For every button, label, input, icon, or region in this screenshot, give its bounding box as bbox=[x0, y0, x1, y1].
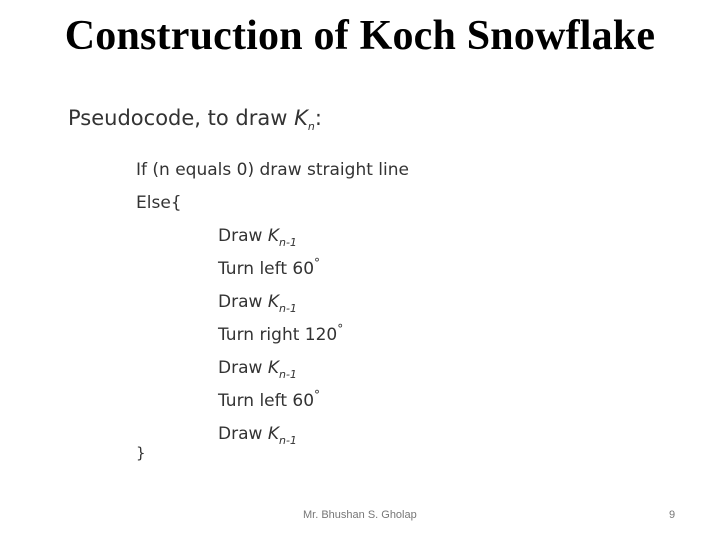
step-text: Turn left 60 bbox=[218, 391, 315, 411]
step-var: K bbox=[267, 226, 279, 246]
step-line bbox=[218, 256, 321, 279]
pseudocode-heading-text: Pseudocode, to draw bbox=[68, 106, 295, 130]
step-line bbox=[218, 292, 297, 315]
step-line bbox=[218, 226, 297, 249]
step-sub: n-1 bbox=[278, 434, 297, 447]
step-var: K bbox=[267, 358, 279, 378]
step-line bbox=[218, 358, 297, 381]
step-text: Draw bbox=[218, 292, 268, 312]
pseudocode-heading-sub: n bbox=[307, 120, 315, 133]
step-sub: n-1 bbox=[278, 302, 297, 315]
step-sub: n-1 bbox=[278, 236, 297, 249]
slide-title: Construction of Koch Snowflake bbox=[64, 13, 656, 59]
step-line bbox=[218, 424, 297, 447]
close-brace: } bbox=[136, 444, 146, 462]
degree-symbol: ° bbox=[314, 256, 321, 270]
footer-author: Mr. Bhushan S. Gholap bbox=[303, 509, 417, 521]
step-text: Turn right 120 bbox=[218, 325, 338, 345]
if-line: If (n equals 0) draw straight line bbox=[136, 160, 409, 180]
step-line bbox=[218, 322, 344, 345]
degree-symbol: ° bbox=[337, 322, 344, 336]
pseudocode-heading bbox=[68, 106, 322, 133]
step-line bbox=[218, 388, 321, 411]
step-sub: n-1 bbox=[278, 368, 297, 381]
step-text: Draw bbox=[218, 226, 268, 246]
pseudocode-heading-var: K bbox=[294, 106, 308, 130]
step-text: Draw bbox=[218, 358, 268, 378]
else-line: Else{ bbox=[136, 193, 182, 213]
step-text: Turn left 60 bbox=[218, 259, 315, 279]
pseudocode-heading-colon: : bbox=[314, 106, 322, 130]
step-var: K bbox=[267, 424, 279, 444]
step-var: K bbox=[267, 292, 279, 312]
page-number: 9 bbox=[669, 509, 676, 521]
step-text: Draw bbox=[218, 424, 268, 444]
degree-symbol: ° bbox=[314, 388, 321, 402]
